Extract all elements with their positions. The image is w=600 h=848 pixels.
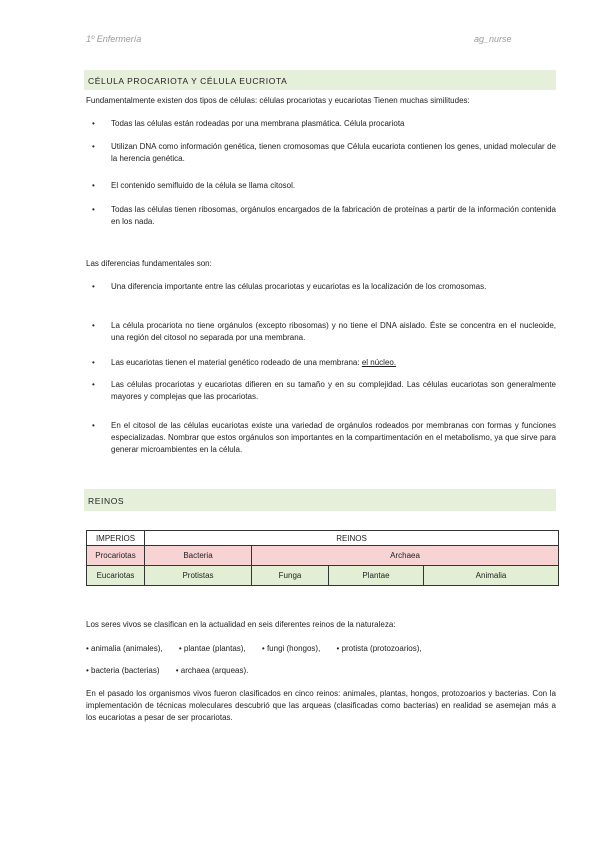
table-cell: Bacteria [145,546,252,566]
list-item: • El contenido semifluido de la célula se llama citosol. [92,181,296,190]
table-row [87,531,559,546]
table-cell: Plantae [329,566,424,586]
kingdom-item: • archaea (arqueas). [175,666,249,675]
differences-intro: Las diferencias fundamentales son: [86,259,212,268]
nucleus-link: el núcleo. [361,358,397,367]
kingdoms-line-2 [86,665,262,677]
list-item: • Utilizan DNA como información genética, tienen cromosomas que Célula eucariota contienen los genes, unidad molecular de la herencia genética. [92,142,556,163]
history-paragraph: En el pasado los organismos vivos fueron clasificados en cinco reinos: animales, plantas, hongos, protozoarios y bacterias. Con la implementación de técnicas moleculares descubrió que las arqueas (clasificadas como bacterias) en realidad se asemejan más a los eucariotas a pesar de ser procariotas. [86,689,556,722]
reinos-table [86,530,559,586]
section-title-reinos: REINOS [84,489,556,511]
table-row [87,566,559,586]
kingdom-item: • bacteria (bacterias) [86,666,160,675]
section-title-celula: CÉLULA PROCARIOTA Y CÉLULA EUCRIOTA [84,70,556,90]
header-author: ag_nurse [474,34,512,44]
bullet-icon: • [92,282,95,291]
bullet-icon: • [92,380,95,389]
kingdom-item: • plantae (plantas), [178,644,246,653]
list-item: • Todas las células están rodeadas por una membrana plasmática. Célula procariota [92,119,405,128]
intro-text: Fundamentalmente existen dos tipos de células: células procariotas y eucariotas Tienen muchas similitudes: [86,96,470,105]
header-course: 1º Enfermería [86,34,142,44]
classification-intro: Los seres vivos se clasifican en la actualidad en seis diferentes reinos de la naturaleza: [86,620,396,629]
bullet-icon: • [92,205,95,214]
kingdom-item: • protista (protozoarios), [336,644,422,653]
table-cell: Procariotas [87,546,145,566]
table-cell: Archaea [252,546,559,566]
table-cell: Animalia [424,566,559,586]
list-item: • Las células procariotas y eucariotas difieren en su tamaño y en su complejidad. Las células eucariotas son generalmente mayores y complejas que las procariotas. [92,380,556,401]
table-header-reinos: REINOS [145,531,559,546]
list-item: • En el citosol de las células eucariotas existe una variedad de orgánulos rodeados por membranas con formas y funciones especializadas. Nombrar que estos orgánulos son importantes en la compartimentación en el metabolismo, ya que sirve para generar microambientes en la célula. [92,421,556,454]
kingdom-item: • fungi (hongos), [261,644,321,653]
bullet-icon: • [92,181,95,190]
list-item: • Todas las células tienen ribosomas, orgánulos encargados de la fabricación de proteínas a partir de la información contenida en los nada. [92,205,556,226]
table-row [87,546,559,566]
bullet-icon: • [92,142,95,151]
bullet-icon: • [92,358,95,367]
table-header-imperios: IMPERIOS [87,531,145,546]
list-item: • Las eucariotas tienen el material genético rodeado de una membrana: el núcleo. [92,358,397,367]
table-cell: Funga [252,566,329,586]
bullet-icon: • [92,421,95,430]
bullet-icon: • [92,321,95,330]
table-cell: Eucariotas [87,566,145,586]
table-cell: Protistas [145,566,252,586]
list-item: • La célula procariota no tiene orgánulos (excepto ribosomas) y no tiene el DNA aislado. Éste se concentra en el nucleoide, una región del citosol no separada por una membrana. [92,321,556,342]
list-item: • Una diferencia importante entre las células procariotas y eucariotas es la localización de los cromosomas. [92,282,487,291]
kingdoms-line-1 [86,643,436,655]
kingdom-item: • animalia (animales), [86,644,163,653]
bullet-icon: • [92,119,95,128]
